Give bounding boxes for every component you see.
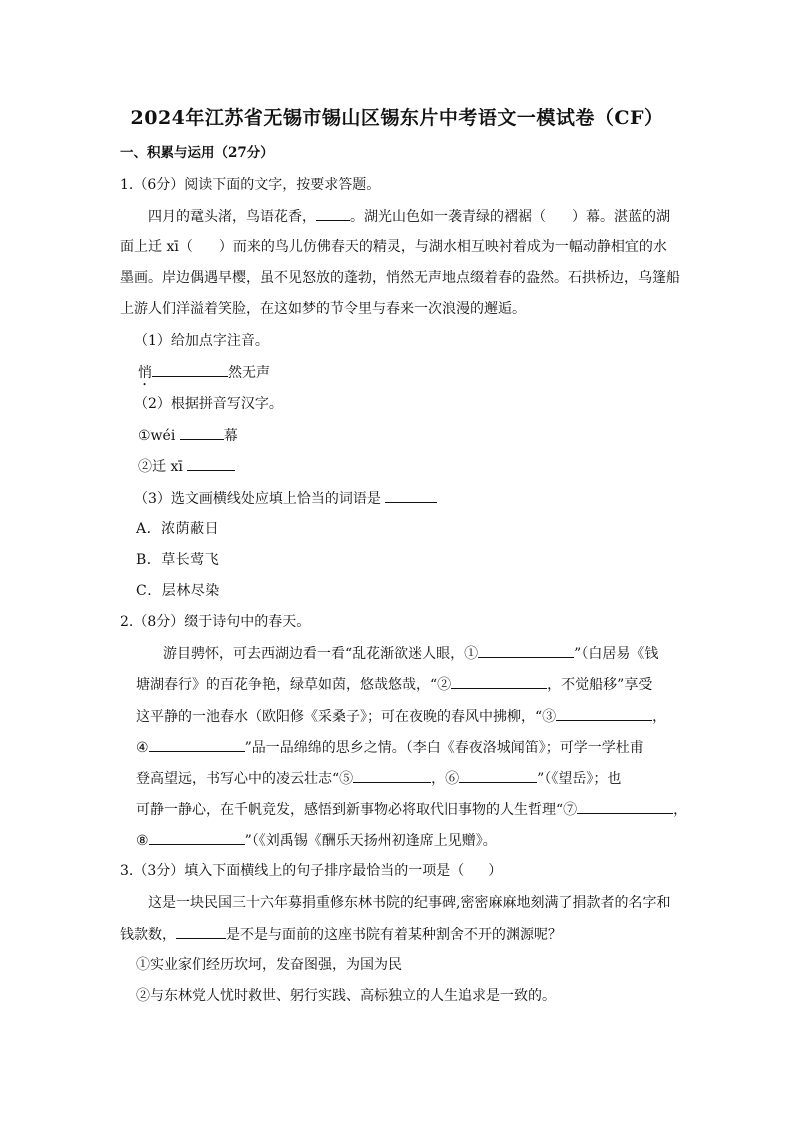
q2-line-3: 这平静的一池春水（欧阳修《采桑子》；可在夜晚的春风中拂柳，“③ ， <box>136 706 666 727</box>
page-title: 2024年江苏省无锡市锡山区锡东片中考语文一模试卷（CF） <box>130 107 664 129</box>
answer-blank[interactable] <box>176 924 226 939</box>
q3-passage-line-2: 钱款数， 是不是与面前的这座书院有着某种割舍不开的渊源呢？ <box>120 924 562 945</box>
q1-sub-3: （3）选文画横线处应填上恰当的词语是 <box>134 488 437 509</box>
section-heading: 一、积累与运用（27分） <box>120 145 274 161</box>
answer-blank[interactable] <box>152 362 228 377</box>
q2-line-6: 可静一静心，在千帆竞发，感悟到新事物必将取代旧事物的人生哲理“⑦ ， <box>136 799 687 820</box>
question-2-stem: 2.（8分）缀于诗句中的春天。 <box>120 614 311 630</box>
q2-line-5: 登高望远，书写心中的凌云壮志“⑤ ，⑥ ”（《望岳》；也 <box>136 768 621 789</box>
q1-sub-2-a: ①wéi 幕 <box>138 425 238 446</box>
answer-blank[interactable] <box>149 830 245 845</box>
q3-item-1: ①实业家们经历坎坷，发奋图强，为国为民 <box>136 957 402 973</box>
q2-line-4: ④ ”品一品绵绵的思乡之情。（李白《春夜洛城闻笛》；可学一学杜甫 <box>136 737 644 758</box>
q1-sub-2: （2）根据拼音写汉字。 <box>134 396 283 412</box>
answer-blank[interactable] <box>451 674 547 689</box>
q1-passage-line-3: 墨画。岸边偶遇早樱，虽不见怒放的蓬勃，悄然无声地点缀着春的盎然。石拱桥边，乌篷船 <box>120 270 680 286</box>
q1-sub-2-b: ②迁 xī <box>138 456 235 477</box>
q2-line-1: 游目骋怀，可去西湖边看一看“乱花渐欲迷人眼，① ”（白居易《钱 <box>163 643 658 664</box>
answer-blank[interactable] <box>478 643 574 658</box>
option-c[interactable]: C．层林尽染 <box>136 583 220 599</box>
option-b[interactable]: B．草长莺飞 <box>136 552 220 568</box>
answer-blank[interactable] <box>316 206 350 221</box>
question-3-stem: 3.（3分）填入下面横线上的句子排序最恰当的一项是（ ） <box>120 863 503 879</box>
answer-blank[interactable] <box>385 488 437 503</box>
q1-passage-line-2: 面上迁 xī（ ）而来的鸟儿仿佛春天的精灵，与湖水相互映衬着成为一幅动静相宜的水 <box>120 239 667 255</box>
answer-blank[interactable] <box>187 456 235 471</box>
q3-item-2: ②与东林党人忧时救世、躬行实践、高标独立的人生追求是一致的。 <box>136 988 556 1004</box>
answer-blank[interactable] <box>459 768 537 783</box>
dotted-char: 悄 <box>138 365 152 381</box>
answer-blank[interactable] <box>577 799 673 814</box>
answer-blank[interactable] <box>353 768 431 783</box>
q3-passage-line-1: 这是一块民国三十六年募捐重修东林书院的纪事碑,密密麻麻地刻满了捐款者的名字和 <box>148 895 671 911</box>
answer-blank[interactable] <box>180 425 224 440</box>
answer-blank[interactable] <box>556 706 652 721</box>
q1-passage-line-4: 上游人们洋溢着笑脸，在这如梦的节令里与春来一次浪漫的邂逅。 <box>120 301 526 317</box>
answer-blank[interactable] <box>149 737 245 752</box>
q1-sub-1-answer: 悄 然无声 <box>138 362 270 389</box>
question-1-stem: 1.（6分）阅读下面的文字，按要求答题。 <box>120 177 381 193</box>
q2-line-2: 塘湖春行》的百花争艳，绿草如茵，悠哉悠哉，“② ，不觉船移”享受 <box>136 674 652 695</box>
q1-sub-1: （1）给加点字注音。 <box>134 333 269 349</box>
q2-line-7: ⑧ ”（《刘禹锡《酬乐天扬州初逢席上见赠》。 <box>136 830 497 851</box>
q1-passage-line-1: 四月的鼋头渚，鸟语花香， 。湖光山色如一袭青绿的褶裾（ ）幕。湛蓝的湖 <box>148 206 670 227</box>
option-a[interactable]: A．浓荫蔽日 <box>136 521 220 537</box>
